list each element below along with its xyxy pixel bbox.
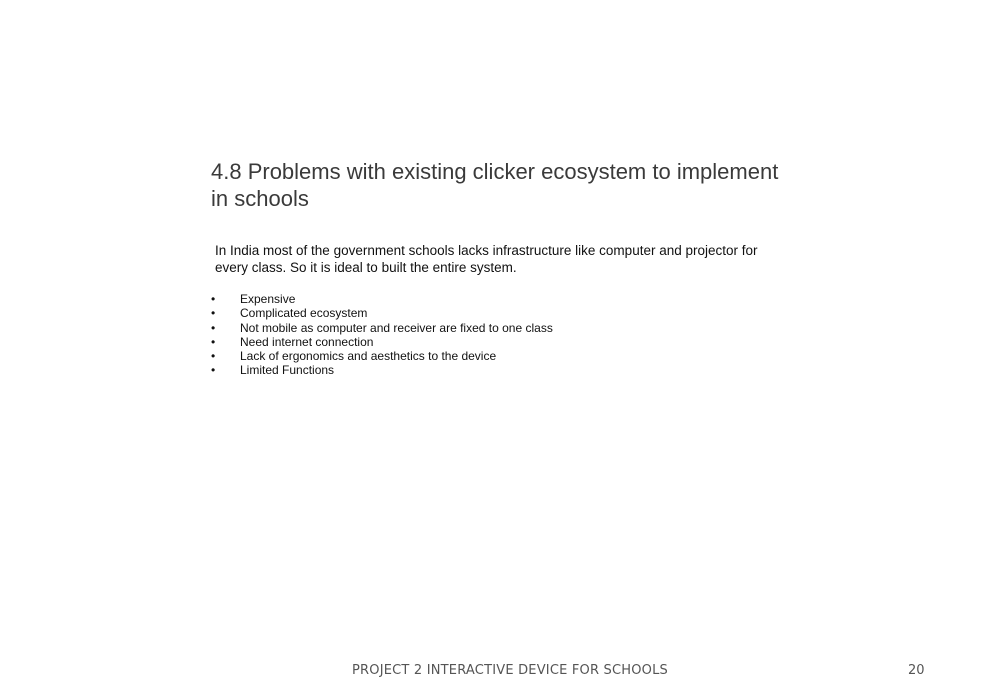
list-item-text: Need internet connection [240,334,374,349]
intro-paragraph: In India most of the government schools lacks infrastructure like computer and projector for every class. So it is ideal to built the entire system. [215,243,758,275]
bullet-icon: • [211,306,216,321]
bullet-icon: • [211,349,216,364]
list-item [211,292,553,306]
bullet-icon: • [211,292,216,306]
footer-project-title: PROJECT 2 INTERACTIVE DEVICE FOR SCHOOLS [352,663,668,678]
list-item-text: Lack of ergonomics and aesthetics to the device [240,349,497,364]
section-title: 4.8 Problems with existing clicker ecosystem to implement in schools [211,159,779,211]
list-item-text: Not mobile as computer and receiver are fixed to one class [240,320,553,335]
list-item [211,335,553,349]
page-number: 20 [908,663,925,678]
bullet-icon: • [211,334,216,349]
list-item-text: Expensive [240,292,296,306]
list-item [211,349,553,363]
problem-list [211,292,553,378]
list-item [211,321,553,335]
list-item-text: Limited Functions [240,363,335,378]
list-item-text: Complicated ecosystem [240,306,368,321]
bullet-icon: • [211,363,216,378]
list-item [211,363,553,377]
bullet-icon: • [211,320,216,335]
list-item [211,306,553,320]
